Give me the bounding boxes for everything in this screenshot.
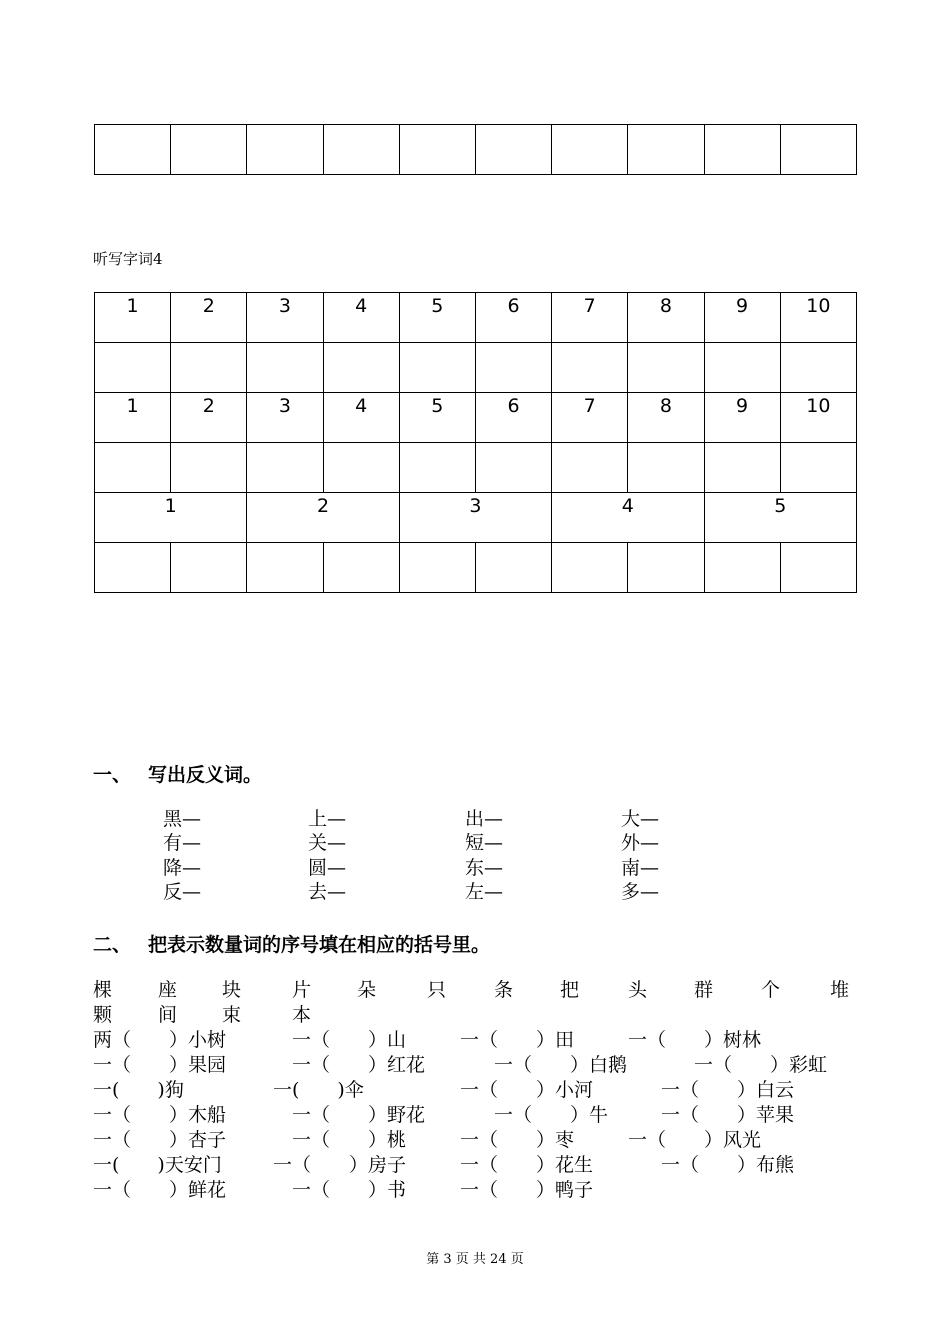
number-cell: 4 [323,393,399,443]
answer-cell[interactable] [628,343,704,393]
exercise-row [93,1028,853,1053]
answer-cell[interactable] [704,343,780,393]
number-row-3 [95,493,857,543]
measure-word: 把 [560,979,580,1001]
measure-word: 只 [427,979,447,1001]
fill-blank-item[interactable]: 一（ ）小河 [460,1079,594,1101]
blank-cell[interactable] [475,125,551,175]
section2-number: 二、 [93,934,132,956]
exercise-row [93,1103,853,1128]
fill-blank-item[interactable]: 一（ ）白鹅 [494,1054,628,1076]
answer-cell[interactable] [628,543,704,593]
antonym-item: 有— [163,832,202,854]
antonym-item: 上— [308,808,347,830]
dictation-title: 听写字词4 [93,250,163,268]
answer-cell[interactable] [171,343,247,393]
blank-cell[interactable] [552,125,628,175]
measure-word: 束 [222,1004,242,1026]
answer-cell[interactable] [399,343,475,393]
fill-blank-item[interactable]: 一（ ）红花 [292,1054,426,1076]
answer-cell[interactable] [95,443,171,493]
dictation-table [94,292,857,593]
antonym-item: 多— [621,881,660,903]
exercise-row [93,1178,853,1203]
fill-blank-item[interactable]: 一（ ）果园 [93,1054,227,1076]
measure-word: 本 [292,1004,312,1026]
fill-blank-item[interactable]: 一（ ）山 [292,1029,407,1051]
answer-cell[interactable] [475,443,551,493]
measure-word: 片 [292,979,312,1001]
number-cell: 7 [552,293,628,343]
measure-word: 棵 [93,979,113,1001]
answer-cell[interactable] [247,543,323,593]
number-cell: 6 [475,293,551,343]
answer-cell[interactable] [780,443,856,493]
answer-row-1 [95,343,857,393]
number-cell: 5 [399,393,475,443]
number-row-1 [95,293,857,343]
measure-words-line-1 [93,978,853,1003]
answer-cell[interactable] [95,543,171,593]
fill-blank-item[interactable]: 一（ ）树林 [628,1029,762,1051]
antonym-item: 大— [621,808,660,830]
number-cell: 7 [552,393,628,443]
answer-cell[interactable] [780,543,856,593]
fill-blank-item[interactable]: 一（ ）杏子 [93,1129,227,1151]
answer-cell[interactable] [704,543,780,593]
antonym-item: 去— [308,881,347,903]
fill-blank-item[interactable]: 一（ ）风光 [628,1129,762,1151]
fill-blank-item[interactable]: 两（ ）小树 [93,1029,227,1051]
answer-row-2 [95,443,857,493]
answer-cell[interactable] [552,343,628,393]
section1-number: 一、 [93,764,132,786]
fill-blank-item[interactable]: 一（ ）桃 [292,1129,407,1151]
answer-cell[interactable] [171,443,247,493]
measure-word: 条 [494,979,514,1001]
answer-cell[interactable] [247,343,323,393]
antonym-item: 外— [621,832,660,854]
fill-blank-item[interactable]: 一( )狗 [93,1079,184,1101]
antonym-item: 东— [465,857,504,879]
exercise-row [93,1053,853,1078]
blank-cell[interactable] [323,125,399,175]
answer-cell[interactable] [704,443,780,493]
antonym-item: 降— [163,857,202,879]
measure-word: 个 [761,979,781,1001]
fill-blank-item[interactable]: 一（ ）野花 [292,1104,426,1126]
antonym-item: 南— [621,857,660,879]
answer-cell[interactable] [399,443,475,493]
section2-title: 把表示数量词的序号填在相应的括号里。 [148,934,491,956]
fill-blank-item[interactable]: 一（ ）枣 [460,1129,575,1151]
fill-blank-item[interactable]: 一（ ）木船 [93,1104,227,1126]
answer-cell[interactable] [323,443,399,493]
fill-blank-item[interactable]: 一( )伞 [273,1079,364,1101]
answer-cell[interactable] [323,343,399,393]
antonym-item: 圆— [308,857,347,879]
antonym-item: 关— [308,832,347,854]
exercise-row [93,1153,853,1178]
fill-blank-item[interactable]: 一（ ）房子 [273,1154,407,1176]
exercise-row [93,1128,853,1153]
measure-words-line-2 [93,1003,853,1028]
measure-word: 堆 [830,979,850,1001]
number-cell: 1 [95,493,247,543]
blank-cell[interactable] [95,125,171,175]
number-cell: 3 [247,293,323,343]
answer-cell[interactable] [171,543,247,593]
number-cell: 9 [704,393,780,443]
number-cell: 8 [628,393,704,443]
answer-cell[interactable] [628,443,704,493]
number-cell: 1 [95,393,171,443]
antonym-item: 左— [465,881,504,903]
measure-word: 群 [694,979,714,1001]
number-cell: 5 [704,493,857,543]
answer-cell[interactable] [780,343,856,393]
page-footer: 第 3 页 共 24 页 [426,1252,524,1267]
fill-blank-item[interactable]: 一（ ）白云 [661,1079,795,1101]
number-cell: 3 [399,493,551,543]
number-cell: 9 [704,293,780,343]
blank-cell[interactable] [399,125,475,175]
answer-cell[interactable] [399,543,475,593]
blank-cell[interactable] [780,125,856,175]
answer-cell[interactable] [95,343,171,393]
blank-cell[interactable] [704,125,780,175]
blank-cell[interactable] [628,125,704,175]
answer-cell[interactable] [552,543,628,593]
answer-row-3 [95,543,857,593]
number-cell: 2 [171,393,247,443]
fill-blank-item[interactable]: 一( )天安门 [93,1154,222,1176]
fill-blank-item[interactable]: 一（ ）苹果 [661,1104,795,1126]
fill-blank-item[interactable]: 一（ ）鸭子 [460,1179,594,1201]
number-cell: 2 [171,293,247,343]
antonym-item: 出— [465,808,504,830]
top-blank-table [94,124,857,175]
fill-blank-item[interactable]: 一（ ）布熊 [661,1154,795,1176]
antonym-item: 黑— [163,808,202,830]
number-row-2 [95,393,857,443]
measure-word: 间 [158,1004,178,1026]
measure-word: 块 [222,979,242,1001]
fill-blank-item[interactable]: 一（ ）鲜花 [93,1179,227,1201]
measure-word: 座 [158,979,178,1001]
number-cell: 4 [552,493,704,543]
exercise-row [93,1078,853,1103]
fill-blank-item[interactable]: 一（ ）花生 [460,1154,594,1176]
measure-word: 颗 [93,1004,113,1026]
section1-title: 写出反义词。 [148,764,263,786]
number-cell: 10 [780,393,856,443]
fill-blank-item[interactable]: 一（ ）牛 [494,1104,609,1126]
antonym-item: 短— [465,832,504,854]
fill-blank-item[interactable]: 一（ ）田 [460,1029,575,1051]
number-cell: 10 [780,293,856,343]
answer-cell[interactable] [247,443,323,493]
number-cell: 2 [247,493,399,543]
blank-cell[interactable] [171,125,247,175]
answer-cell[interactable] [475,543,551,593]
answer-cell[interactable] [552,443,628,493]
number-cell: 1 [95,293,171,343]
blank-cell[interactable] [247,125,323,175]
answer-cell[interactable] [475,343,551,393]
measure-word: 头 [628,979,648,1001]
fill-blank-item[interactable]: 一（ ）彩虹 [694,1054,828,1076]
answer-cell[interactable] [323,543,399,593]
fill-blank-item[interactable]: 一（ ）书 [292,1179,407,1201]
number-cell: 4 [323,293,399,343]
number-cell: 6 [475,393,551,443]
number-cell: 3 [247,393,323,443]
number-cell: 5 [399,293,475,343]
antonym-item: 反— [163,881,202,903]
number-cell: 8 [628,293,704,343]
measure-word: 朵 [357,979,377,1001]
